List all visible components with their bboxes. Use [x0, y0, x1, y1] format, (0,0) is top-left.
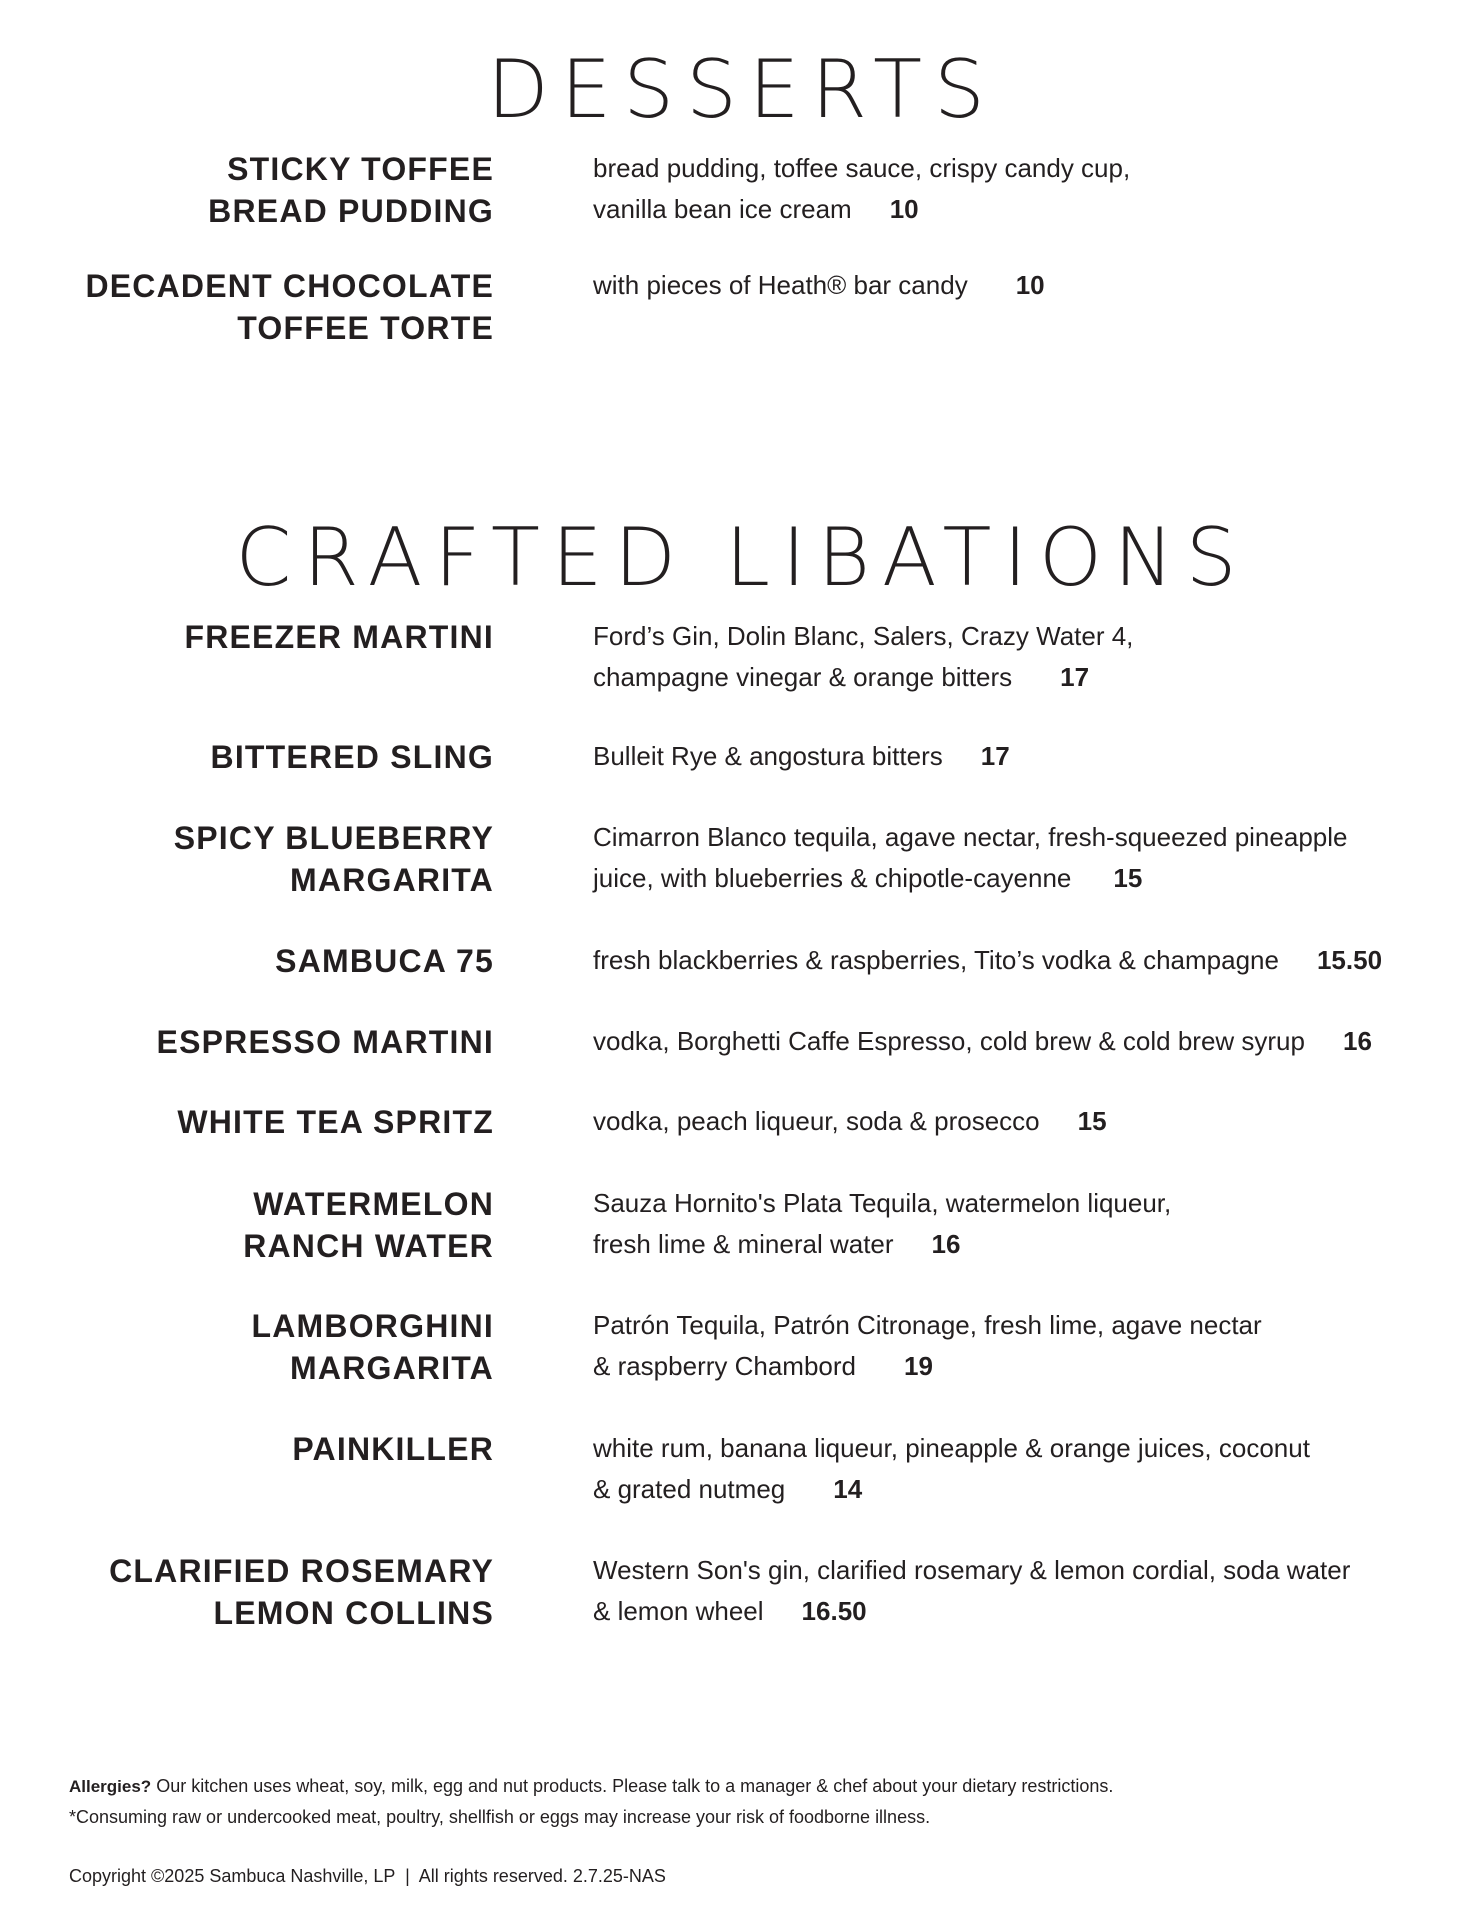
item-name: PAINKILLER	[292, 1431, 494, 1467]
item-price: 19	[904, 1351, 933, 1381]
item-desc-text: Bulleit Rye & angostura bitters	[593, 741, 943, 771]
item-price: 16	[1342, 1026, 1372, 1056]
item-name: WATERMELON RANCH WATER	[243, 1186, 494, 1264]
item-description	[593, 1550, 1453, 1632]
item-name: SAMBUCA 75	[275, 943, 494, 979]
item-name: FREEZER MARTINI	[184, 619, 494, 655]
item-price: 17	[1060, 662, 1090, 692]
item-desc-text: vodka, peach liqueur, soda & prosecco	[593, 1106, 1040, 1136]
item-desc-text: with pieces of Heath® bar candy	[593, 270, 968, 300]
item-name: CLARIFIED ROSEMARY LEMON COLLINS	[109, 1553, 494, 1631]
item-name: DECADENT CHOCOLATE TOFFEE TORTE	[85, 268, 494, 346]
item-price: 14	[833, 1474, 863, 1504]
item-price: 15.50	[1316, 945, 1383, 975]
item-desc-text: Sauza Hornito's Plata Tequila, watermelon liqueur, fresh lime & mineral water	[593, 1188, 1172, 1259]
item-desc-text: Western Son's gin, clarified rosemary & lemon cordial, soda water & lemon wheel	[593, 1555, 1351, 1626]
item-price: 10	[1015, 270, 1045, 300]
item-price: 17	[980, 741, 1010, 771]
item-name: LAMBORGHINI MARGARITA	[251, 1308, 494, 1386]
item-price: 16	[931, 1229, 961, 1259]
item-price: 10	[889, 194, 919, 224]
item-desc-text: Ford’s Gin, Dolin Blanc, Salers, Crazy Water 4, champagne vinegar & orange bitters	[593, 621, 1134, 692]
item-name: SPICY BLUEBERRY MARGARITA	[173, 820, 494, 898]
item-description	[593, 616, 1453, 698]
desserts-title: DESSERTS	[487, 43, 997, 136]
item-price: 15	[1077, 1106, 1107, 1136]
item-desc-text: vodka, Borghetti Caffe Espresso, cold brew & cold brew syrup	[593, 1026, 1305, 1056]
allergy-notice	[69, 1776, 1113, 1797]
item-description	[593, 736, 1453, 777]
item-description	[593, 1305, 1453, 1387]
item-desc-text: bread pudding, toffee sauce, crispy candy cup, vanilla bean ice cream	[593, 153, 1131, 224]
item-desc-text: fresh blackberries & raspberries, Tito’s vodka & champagne	[593, 945, 1279, 975]
item-name: ESPRESSO MARTINI	[156, 1024, 494, 1060]
item-description	[593, 1021, 1453, 1062]
item-description	[593, 148, 1453, 230]
item-description	[593, 817, 1453, 899]
item-name: WHITE TEA SPRITZ	[177, 1104, 494, 1140]
item-description	[593, 265, 1453, 306]
item-desc-text: white rum, banana liqueur, pineapple & orange juices, coconut & grated nutmeg	[593, 1433, 1310, 1504]
libations-title: CRAFTED LIBATIONS	[235, 511, 1249, 604]
item-name: STICKY TOFFEE BREAD PUDDING	[208, 151, 494, 229]
item-name: BITTERED SLING	[210, 739, 494, 775]
allergies-text: Our kitchen uses wheat, soy, milk, egg and nut products. Please talk to a manager & chef about your dietary restrictions.	[151, 1776, 1114, 1796]
item-description	[593, 940, 1453, 981]
consumption-warning: *Consuming raw or undercooked meat, poultry, shellfish or eggs may increase your risk of foodborne illness.	[69, 1807, 931, 1827]
item-desc-text: Patrón Tequila, Patrón Citronage, fresh lime, agave nectar & raspberry Chambord	[593, 1310, 1262, 1381]
copyright: Copyright ©2025 Sambuca Nashville, LP | All rights reserved. 2.7.25-NAS	[69, 1866, 666, 1886]
item-description	[593, 1183, 1453, 1265]
item-description	[593, 1101, 1453, 1142]
item-desc-text: Cimarron Blanco tequila, agave nectar, fresh-squeezed pineapple juice, with blueberries & chipotle-cayenne	[593, 822, 1348, 893]
item-description	[593, 1428, 1453, 1510]
item-price: 16.50	[801, 1596, 867, 1626]
allergies-label: Allergies?	[69, 1777, 152, 1796]
item-price: 15	[1113, 863, 1143, 893]
